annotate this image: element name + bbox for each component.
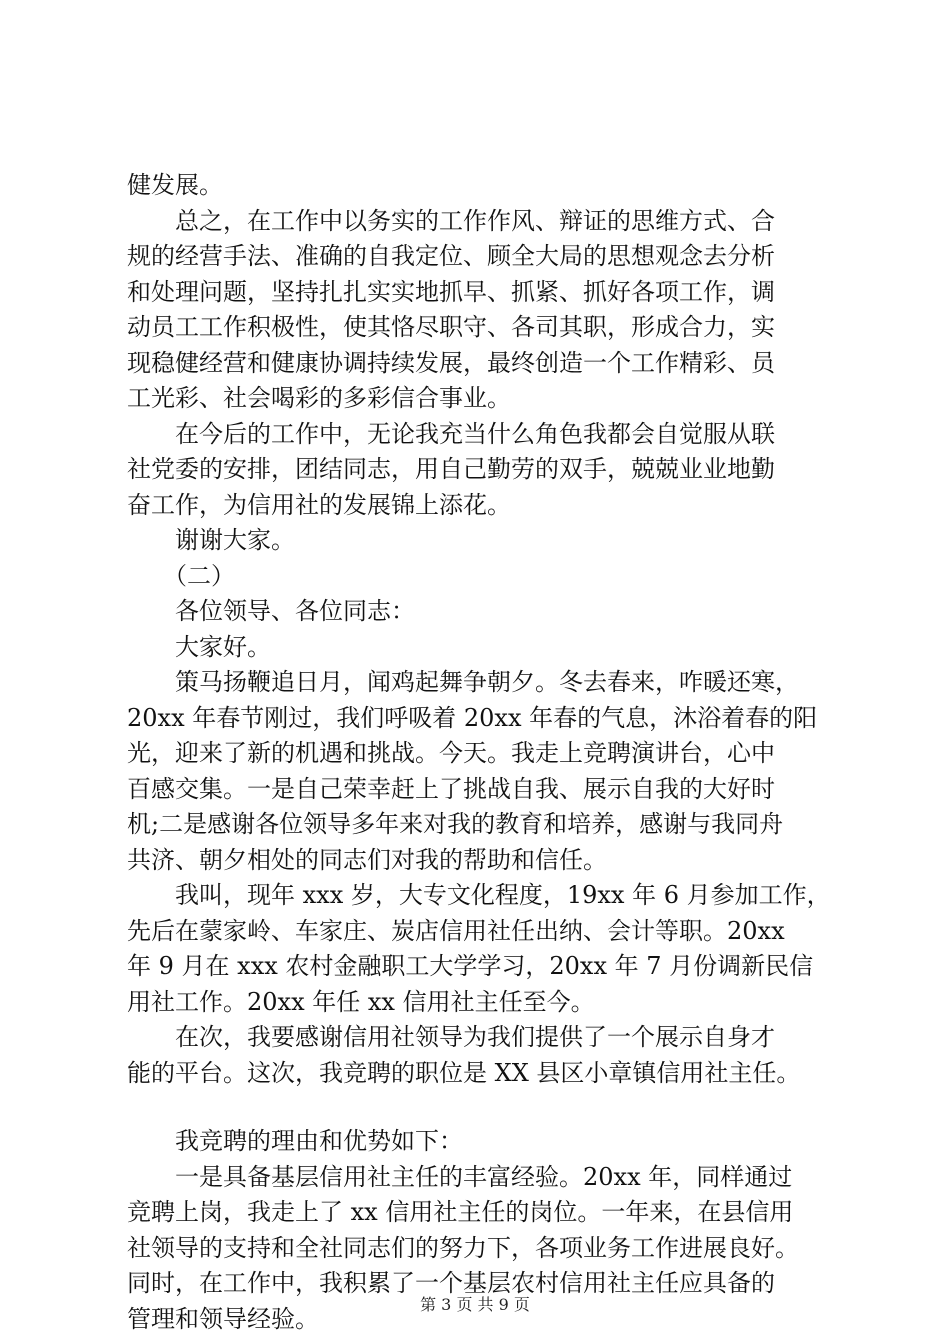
text-line: 在次，我要感谢信用社领导为我们提供了一个展示自身才 xyxy=(127,1023,775,1051)
text-line: 总之，在工作中以务实的工作作风、辩证的思维方式、合 xyxy=(127,206,775,235)
text-line: 在今后的工作中，无论我充当什么角色我都会自觉服从联 xyxy=(127,419,775,448)
text-line: 一是具备基层信用社主任的丰富经验。20xx 年，同样通过 xyxy=(127,1162,793,1191)
text-line: 社领导的支持和全社同志们的努力下，各项业务工作进展良好。 xyxy=(127,1233,799,1262)
section-marker: （二） xyxy=(127,561,235,590)
text-line: 用社工作。20xx 年任 xx 信用社主任至今。 xyxy=(127,987,595,1016)
text-line: 先后在蒙家岭、车家庄、炭店信用社任出纳、会计等职。20xx xyxy=(127,916,785,945)
text-line: 各位领导、各位同志： xyxy=(127,597,415,625)
text-line: 年 9 月在 xxx 农村金融职工大学学习，20xx 年 7 月份调新民信 xyxy=(127,952,814,980)
text-line: 能的平台。这次，我竞聘的职位是 XX 县区小章镇信用社主任。 xyxy=(127,1058,801,1087)
text-line: 动员工工作积极性，使其恪尽职守、各司其职，形成合力，实 xyxy=(127,313,775,341)
text-line: 奋工作，为信用社的发展锦上添花。 xyxy=(127,490,511,519)
text-line: 大家好。 xyxy=(127,632,271,661)
text-line: 同时，在工作中，我积累了一个基层农村信用社主任应具备的 xyxy=(127,1269,775,1297)
text-line: 健发展。 xyxy=(127,171,223,199)
text-line: 我叫，现年 xxx 岁，大专文化程度，19xx 年 6 月参加工作， xyxy=(127,881,831,909)
document-body xyxy=(127,168,837,1337)
text-line: 和处理问题，坚持扎扎实实地抓早、抓紧、抓好各项工作，调 xyxy=(127,277,775,306)
text-line: 现稳健经营和健康协调持续发展，最终创造一个工作精彩、员 xyxy=(127,348,775,377)
text-line: 管理和领导经验。 xyxy=(127,1304,319,1333)
text-line: 百感交集。一是自己荣幸赶上了挑战自我、展示自我的大好时 xyxy=(127,774,775,803)
text-line: 社党委的安排，团结同志，用自己勤劳的双手，兢兢业业地勤 xyxy=(127,455,775,483)
text-line: 机;二是感谢各位领导多年来对我的教育和培养，感谢与我同舟 xyxy=(127,810,784,838)
text-line: 光，迎来了新的机遇和挑战。今天。我走上竞聘演讲台，心中 xyxy=(127,739,775,767)
text-line: 策马扬鞭追日月，闻鸡起舞争朝夕。冬去春来，咋暖还寒， xyxy=(127,668,799,696)
paragraph-gap xyxy=(127,1091,837,1124)
text-line: 我竞聘的理由和优势如下： xyxy=(127,1127,463,1155)
text-line: 工光彩、社会喝彩的多彩信合事业。 xyxy=(127,384,511,412)
text-line: 竞聘上岗，我走上了 xx 信用社主任的岗位。一年来，在县信用 xyxy=(127,1198,794,1226)
text-line: 谢谢大家。 xyxy=(127,526,295,554)
text-line: 规的经营手法、准确的自我定位、顾全大局的思想观念去分析 xyxy=(127,242,775,270)
text-line: 20xx 年春节刚过，我们呼吸着 20xx 年春的气息，沐浴着春的阳 xyxy=(127,703,818,732)
text-line: 共济、朝夕相处的同志们对我的帮助和信任。 xyxy=(127,845,607,874)
page-number-footer: 第 3 页 共 9 页 xyxy=(420,1295,530,1314)
